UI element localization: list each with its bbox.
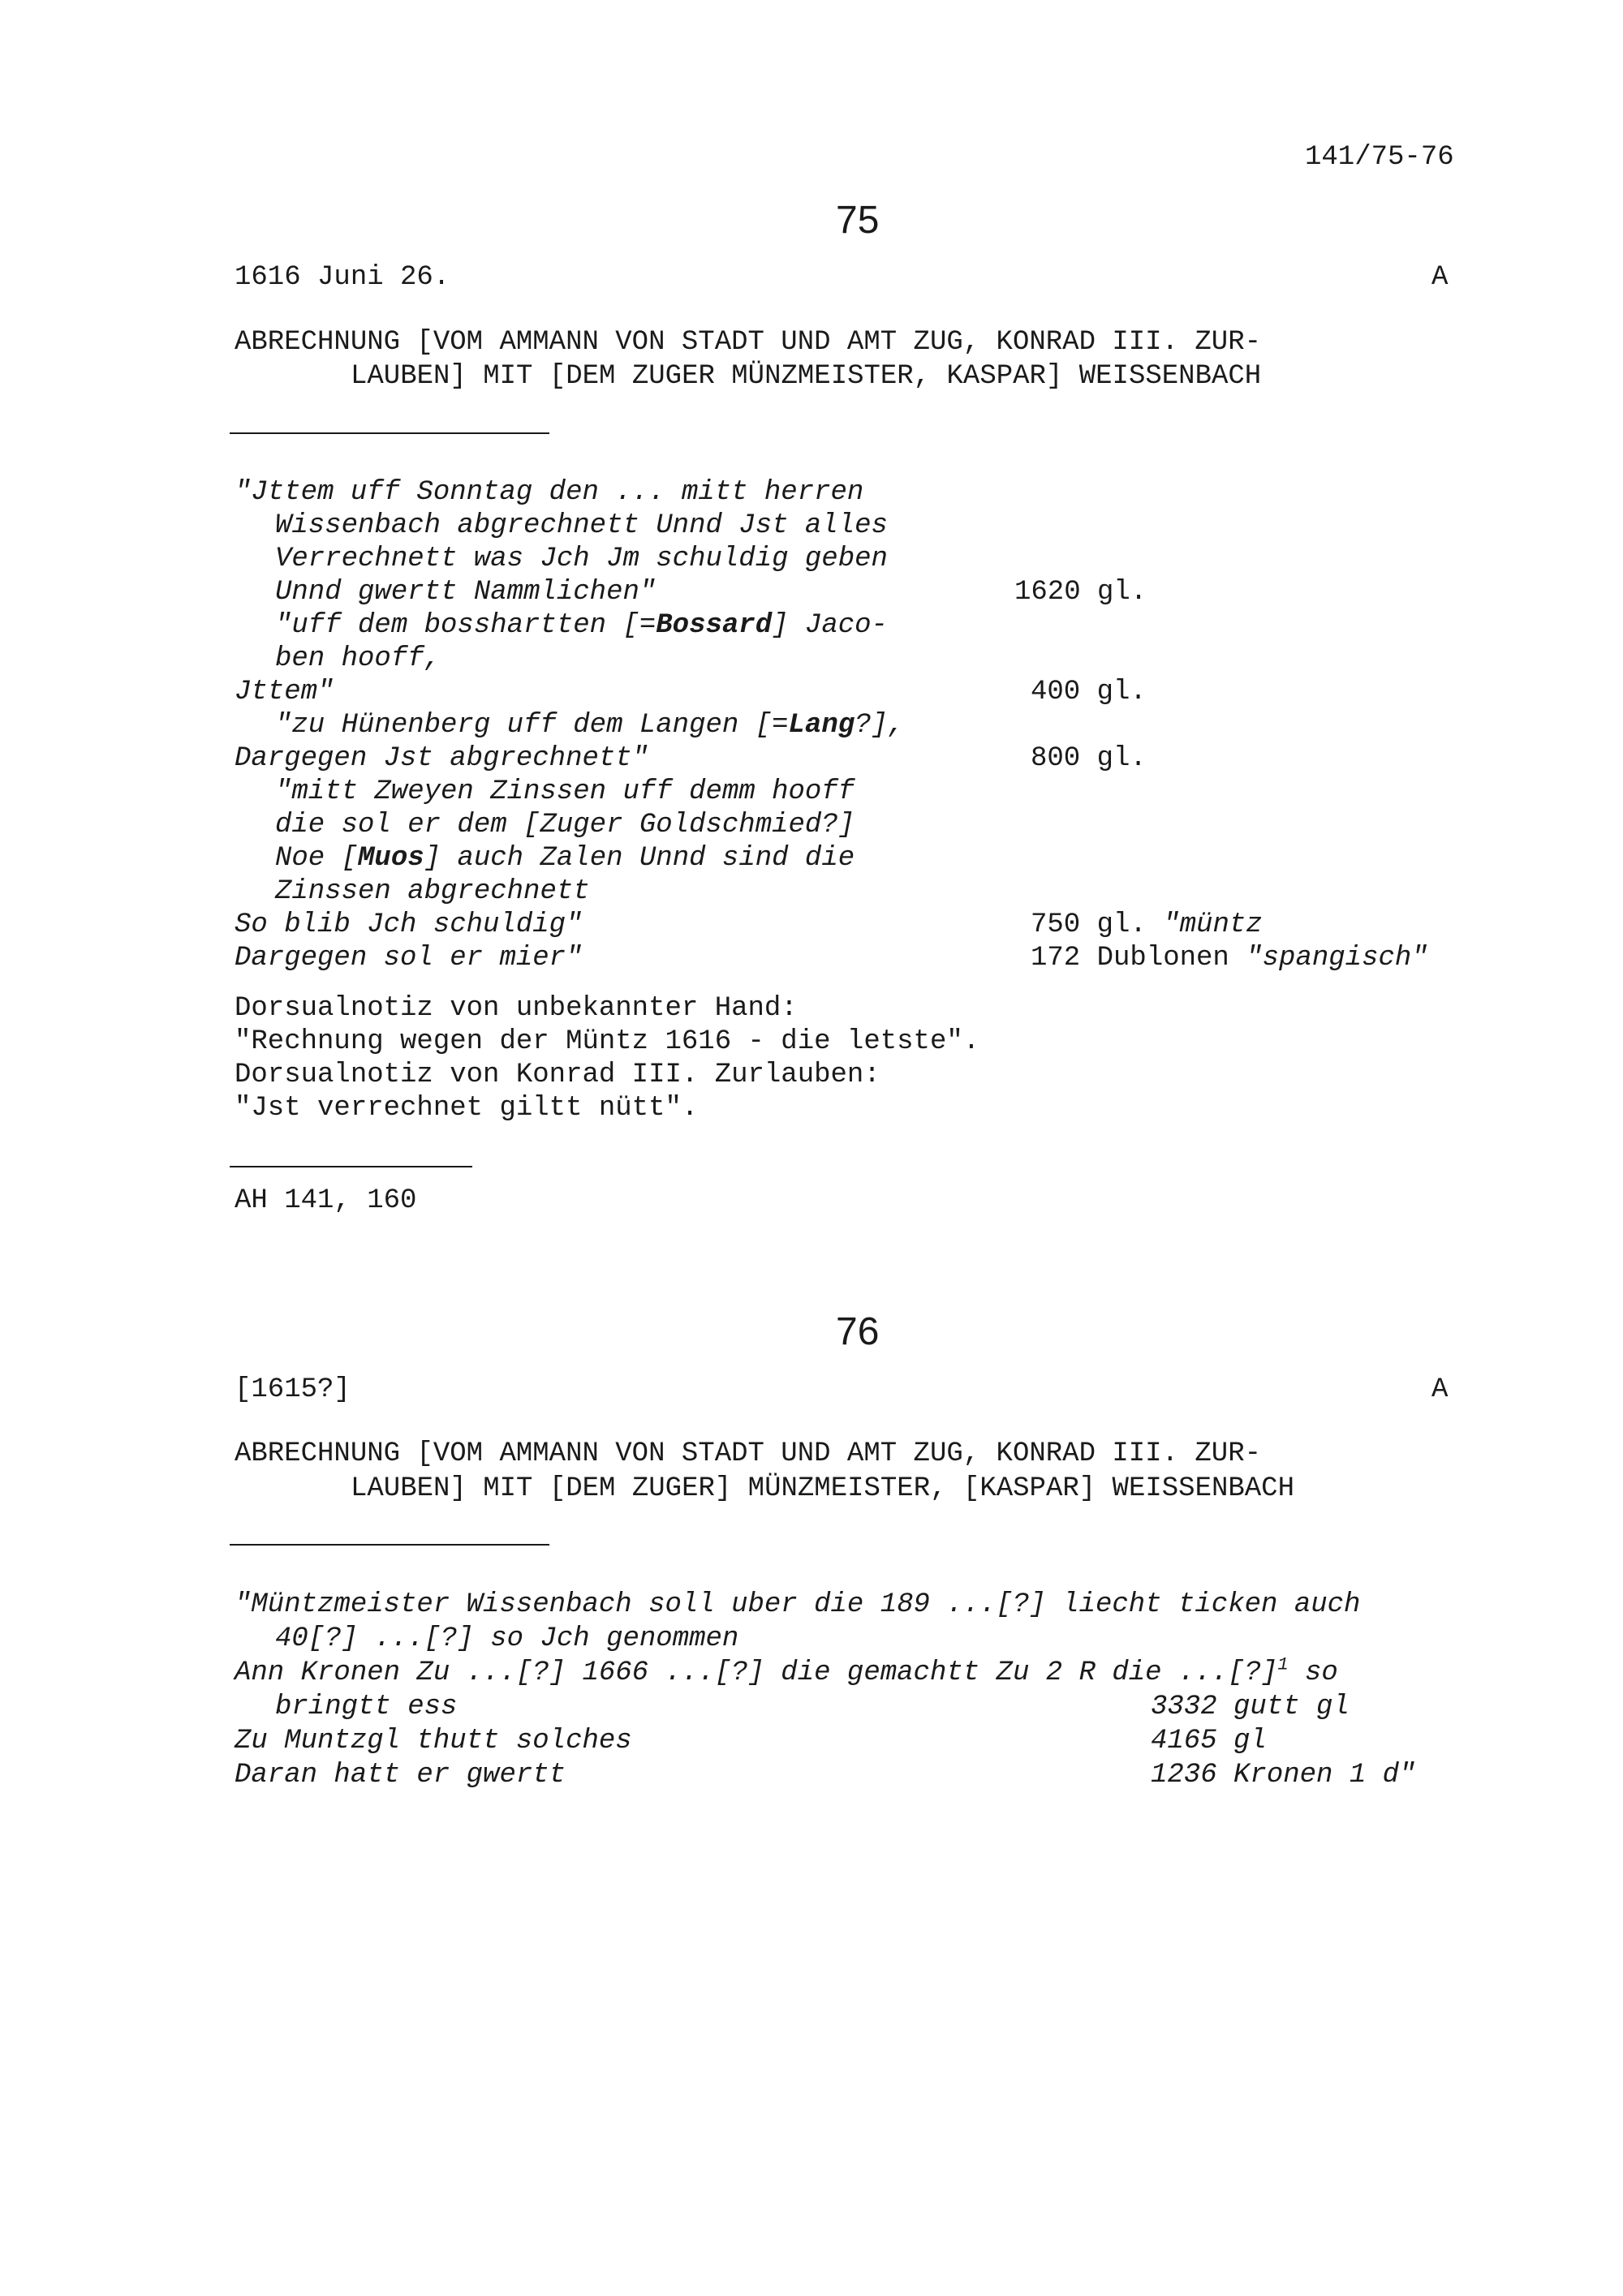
amount: 400 gl. bbox=[1031, 677, 1147, 707]
text-line: "Müntzmeister Wissenbach soll uber die 189 ...[?] liecht ticken auch bbox=[235, 1589, 1361, 1620]
document-type: A bbox=[1431, 1374, 1449, 1405]
amount: 172 Dublonen "spangisch" bbox=[1031, 943, 1428, 974]
note-line: "Jst verrechnet giltt nütt". bbox=[235, 1093, 699, 1124]
text-line: So blib Jch schuldig" bbox=[235, 909, 583, 940]
note-line: Dorsualnotiz von unbekannter Hand: bbox=[235, 993, 798, 1024]
text-line: "zu Hünenberg uff dem Langen [=Lang?], bbox=[275, 710, 905, 741]
text-line: Daran hatt er gwertt bbox=[235, 1760, 566, 1791]
document-number: 75 bbox=[836, 199, 880, 242]
title-divider bbox=[230, 432, 549, 434]
document-number: 76 bbox=[836, 1310, 880, 1353]
source-divider bbox=[230, 1166, 472, 1167]
text-line: Ann Kronen Zu ...[?] 1666 ...[?] die gemachtt Zu 2 R die ...[?]$^1$ so bbox=[235, 1654, 1338, 1688]
amount: 1620 gl. bbox=[1014, 577, 1147, 608]
document-title: ABRECHNUNG [VOM AMMANN VON STADT UND AMT ZUG, KONRAD III. ZUR- bbox=[235, 1438, 1262, 1469]
text-line: Noe [Muos] auch Zalen Unnd sind die bbox=[275, 843, 855, 874]
text-line: ben hooff, bbox=[275, 643, 441, 674]
text-line: Jttem" bbox=[235, 677, 334, 707]
name-bossard: Bossard bbox=[656, 610, 773, 641]
footnote-marker: 1 bbox=[1277, 1654, 1289, 1675]
document-date: [1615?] bbox=[235, 1374, 351, 1405]
page-reference: 141/75-76 bbox=[1305, 142, 1454, 173]
name-lang: Lang bbox=[788, 710, 855, 741]
text-line: Verrechnett was Jch Jm schuldig geben bbox=[275, 544, 888, 574]
text-line: Zinssen abgrechnett bbox=[275, 876, 590, 907]
text-line: "Jttem uff Sonntag den ... mitt herren bbox=[235, 477, 864, 508]
document-type: A bbox=[1431, 262, 1449, 293]
name-muos: Muos bbox=[358, 843, 424, 874]
amount: 750 gl. "müntz bbox=[1031, 909, 1263, 940]
note-line: "Rechnung wegen der Müntz 1616 - die letste". bbox=[235, 1026, 980, 1057]
document-title-continued: LAUBEN] MIT [DEM ZUGER] MÜNZMEISTER, [KASPAR] WEISSENBACH bbox=[351, 1473, 1294, 1504]
amount: 1236 Kronen 1 d" bbox=[1151, 1760, 1416, 1791]
note-line: Dorsualnotiz von Konrad III. Zurlauben: bbox=[235, 1060, 880, 1090]
text-line: "mitt Zweyen Zinssen uff demm hooff bbox=[275, 776, 855, 807]
document-date: 1616 Juni 26. bbox=[235, 262, 450, 293]
text-line: Dargegen Jst abgrechnett" bbox=[235, 743, 649, 774]
text-line: Unnd gwertt Nammlichen" bbox=[275, 577, 657, 608]
document-title: ABRECHNUNG [VOM AMMANN VON STADT UND AMT ZUG, KONRAD III. ZUR- bbox=[235, 327, 1262, 358]
title-divider bbox=[230, 1544, 549, 1546]
amount: 800 gl. bbox=[1031, 743, 1147, 774]
amount: 4165 gl bbox=[1151, 1726, 1267, 1756]
text-line: Dargegen sol er mier" bbox=[235, 943, 583, 974]
text-line: bringtt ess bbox=[275, 1692, 458, 1722]
amount: 3332 gutt gl bbox=[1151, 1692, 1350, 1722]
archive-source: AH 141, 160 bbox=[235, 1185, 417, 1216]
text-line: Zu Muntzgl thutt solches bbox=[235, 1726, 632, 1756]
text-line: Wissenbach abgrechnett Unnd Jst alles bbox=[275, 510, 888, 541]
text-line: die sol er dem [Zuger Goldschmied?] bbox=[275, 810, 855, 841]
document-title-continued: LAUBEN] MIT [DEM ZUGER MÜNZMEISTER, KASPAR] WEISSENBACH bbox=[351, 361, 1262, 392]
text-line: 40[?] ...[?] so Jch genommen bbox=[275, 1623, 739, 1654]
text-line: "uff dem bosshartten [=Bossard] Jaco- bbox=[275, 610, 888, 641]
